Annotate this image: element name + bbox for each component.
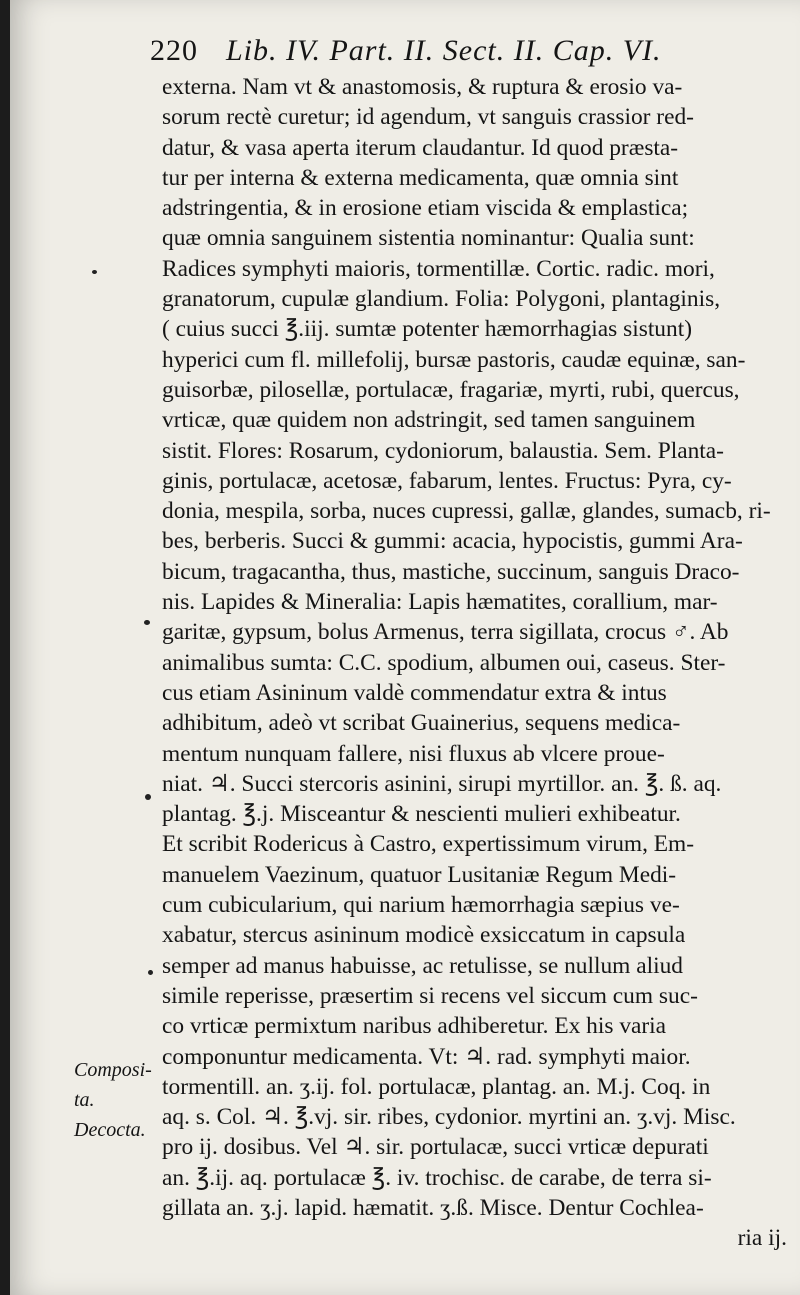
text-line: Et scribit Rodericus à Castro, expertissimum virum, Em- bbox=[162, 831, 695, 858]
text-line: animalibus sumta: C.C. spodium, albumen oui, caseus. Ster- bbox=[162, 649, 726, 676]
text-line: plantag. ℥.j. Misceantur & nescienti mulieri exhibeatur. bbox=[162, 801, 681, 828]
text-line: datur, & vasa aperta iterum claudantur. Id quod præsta- bbox=[162, 134, 679, 161]
text-line: an. ℥.ij. aq. portulacæ ℥. iv. trochisc. de carabe, de terra si- bbox=[162, 1164, 712, 1191]
text-line: componuntur medicamenta. Vt: ♃. rad. symphyti maior. bbox=[162, 1043, 691, 1070]
text-line: niat. ♃. Succi stercoris asinini, sirupi myrtillor. an. ℥. ß. aq. bbox=[162, 770, 722, 797]
text-line: guisorbæ, pilosellæ, portulacæ, fragariæ, myrti, rubi, quercus, bbox=[162, 376, 740, 403]
text-line: vrticæ, quæ quidem non adstringit, sed tamen sanguinem bbox=[162, 407, 696, 434]
book-page bbox=[10, 0, 800, 1295]
text-line: mentum nunquam fallere, nisi fluxus ab vlcere proue- bbox=[162, 740, 665, 767]
text-line: externa. Nam vt & anastomosis, & ruptura & erosio va- bbox=[162, 74, 683, 100]
text-line: adhibitum, adeò vt scribat Guainerius, sequens medica- bbox=[162, 710, 681, 737]
text-line: xabatur, stercus asininum modicè exsiccatum in capsula bbox=[162, 922, 686, 949]
text-line: tormentill. an. ʒ.ij. fol. portulacæ, plantag. an. M.j. Coq. in bbox=[162, 1073, 711, 1100]
ink-speck bbox=[92, 270, 97, 274]
text-line: gillata an. ʒ.j. lapid. hæmatit. ʒ.ß. Misce. Dentur Cochlea- bbox=[162, 1194, 704, 1221]
text-line: hyperici cum fl. millefolij, bursæ pastoris, caudæ equinæ, san- bbox=[162, 346, 746, 373]
ink-speck bbox=[148, 970, 153, 975]
text-line: bicum, tragacantha, thus, mastiche, succinum, sanguis Draco- bbox=[162, 558, 740, 585]
text-line: bes, berberis. Succi & gummi: acacia, hypocistis, gummi Ara- bbox=[162, 528, 743, 555]
text-line: ria ij. bbox=[737, 1225, 787, 1252]
text-line: sistit. Flores: Rosarum, cydoniorum, balaustia. Sem. Planta- bbox=[162, 437, 724, 464]
text-line: adstringentia, & in erosione etiam viscida & emplastica; bbox=[162, 195, 689, 222]
body-text bbox=[162, 72, 787, 1254]
text-line: donia, mespila, sorba, nuces cupressi, gallæ, glandes, sumacb, ri- bbox=[162, 498, 771, 525]
text-line: simile reperisse, præsertim si recens vel siccum cum suc- bbox=[162, 982, 698, 1009]
margin-note: ta. bbox=[74, 1089, 95, 1111]
text-line: garitæ, gypsum, bolus Armenus, terra sigillata, crocus ♂. Ab bbox=[162, 619, 729, 646]
text-line: granatorum, cupulæ glandium. Folia: Polygoni, plantaginis, bbox=[162, 286, 721, 313]
text-line: cus etiam Asininum valdè commendatur extra & intus bbox=[162, 679, 667, 706]
text-line: tur per interna & externa medicamenta, quæ omnia sint bbox=[162, 164, 679, 191]
text-line: ginis, portulacæ, acetosæ, fabarum, lentes. Fructus: Pyra, cy- bbox=[162, 467, 732, 494]
page-header bbox=[150, 34, 790, 68]
text-line: nis. Lapides & Mineralia: Lapis hæmatites, corallium, mar- bbox=[162, 589, 718, 616]
text-line: aq. s. Col. ♃. ℥.vj. sir. ribes, cydonior. myrtini an. ʒ.vj. Misc. bbox=[162, 1104, 736, 1131]
text-line: cum cubicularium, qui narium hæmorrhagia sæpius ve- bbox=[162, 892, 680, 919]
text-line: ( cuius succi ℥.iij. sumtæ potenter hæmorrhagias sistunt) bbox=[162, 316, 692, 343]
page-number: 220 bbox=[150, 34, 198, 67]
text-line: sorum rectè curetur; id agendum, vt sanguis crassior red- bbox=[162, 104, 694, 131]
text-line: manuelem Vaezinum, quatuor Lusitaniæ Regum Medi- bbox=[162, 861, 677, 888]
ink-speck bbox=[144, 620, 150, 625]
running-title: Lib. IV. Part. II. Sect. II. Cap. VI. bbox=[226, 34, 662, 67]
text-line: Radices symphyti maioris, tormentillæ. Cortic. radic. mori, bbox=[162, 255, 715, 282]
ink-speck bbox=[145, 794, 151, 800]
text-line: pro ij. dosibus. Vel ♃. sir. portulacæ, succi vrticæ depurati bbox=[162, 1134, 709, 1161]
text-line: quæ omnia sanguinem sistentia nominantur: Qualia sunt: bbox=[162, 225, 695, 252]
text-line: co vrticæ permixtum naribus adhiberetur. Ex his varia bbox=[162, 1013, 667, 1040]
margin-note: Composi- bbox=[74, 1059, 152, 1081]
margin-note: Decocta. bbox=[74, 1119, 146, 1141]
text-line: semper ad manus habuisse, ac retulisse, se nullum aliud bbox=[162, 952, 683, 979]
